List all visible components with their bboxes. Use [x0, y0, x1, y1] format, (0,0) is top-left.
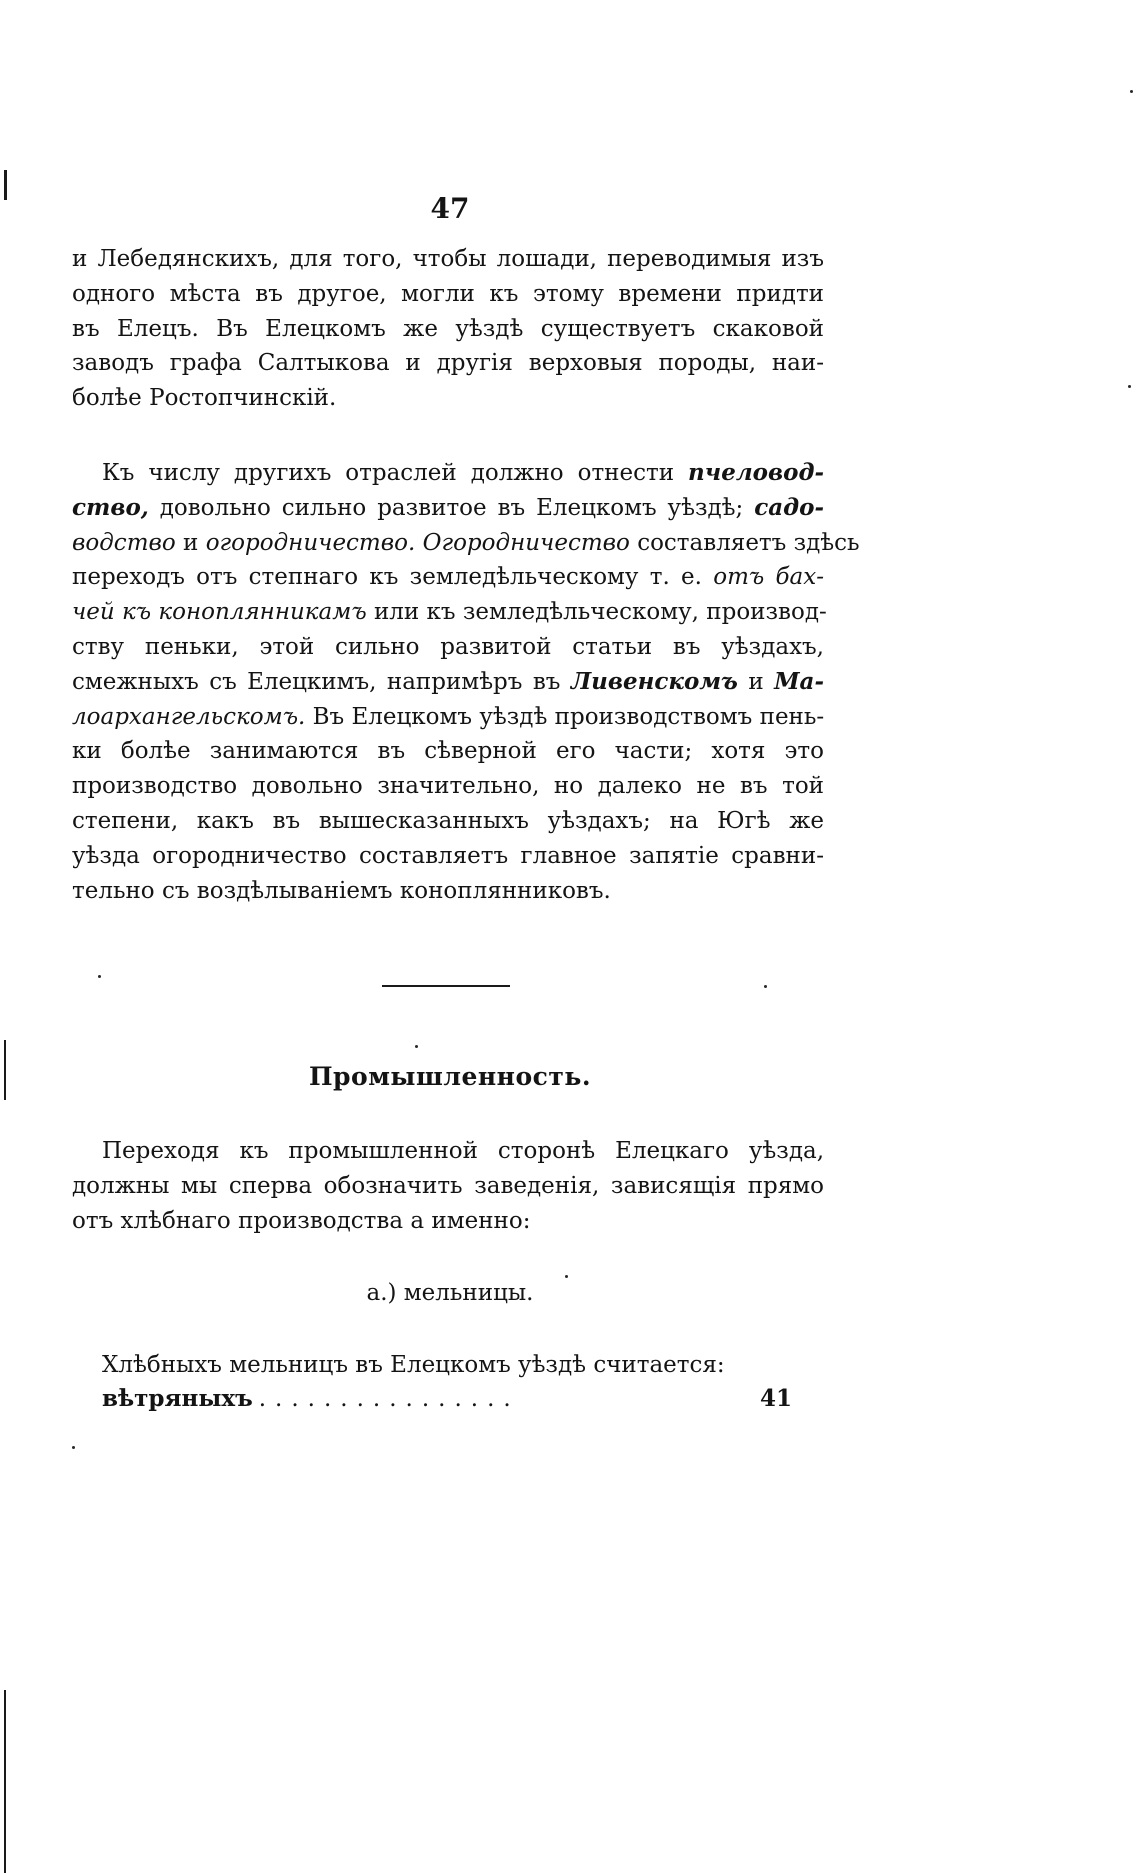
scan-speck — [72, 1446, 75, 1449]
text-run: переходъ отъ степнаго къ земледѣльческому т. е. — [72, 564, 714, 591]
italic-term: Ма- — [774, 667, 824, 695]
binding-edge-mark — [4, 170, 7, 200]
text-run: составляетъ здѣсь — [629, 529, 860, 556]
text-line — [72, 456, 824, 491]
scan-speck — [565, 1275, 568, 1278]
italic-term: пчеловод- — [688, 459, 824, 486]
italic-term: Ливенскомъ — [570, 667, 738, 695]
text-line: Переходя къ промышленной сторонѣ Елецкаго уѣзда, — [102, 1138, 824, 1164]
text-run: Въ Елецкомъ уѣздѣ производствомъ пень- — [305, 703, 825, 730]
page-number: 47 — [430, 192, 470, 225]
italic-term: водство — [72, 529, 176, 556]
paragraph-horses — [72, 242, 824, 416]
mill-count-value: 41 — [759, 1385, 792, 1412]
paragraph-other-branches — [72, 456, 860, 908]
text-line: заводъ графа Салтыкова и другія верховыя породы, наи- — [72, 350, 824, 377]
text-line — [72, 491, 824, 526]
text-line: ству пеньки, этой сильно развитой статьи въ уѣздахъ, — [72, 633, 824, 660]
text-line: тельно съ воздѣлываніемъ коноплянниковъ. — [72, 877, 611, 904]
scan-speck — [1130, 90, 1133, 93]
scan-speck — [1128, 385, 1131, 388]
text-line: уѣзда огородничество составляетъ главное запятіе сравни- — [72, 842, 824, 869]
italic-term: лоархангельскомъ. — [72, 703, 306, 730]
text-line — [72, 595, 827, 630]
section-divider — [382, 985, 510, 987]
text-line — [72, 665, 824, 700]
text-line — [72, 560, 824, 595]
scan-speck — [764, 985, 767, 988]
italic-term: чей къ коноплянникамъ — [72, 599, 367, 626]
paragraph-mills — [72, 1348, 762, 1383]
italic-term: огородничество. — [205, 529, 416, 556]
text-line — [72, 526, 860, 561]
mill-count-row — [102, 1382, 792, 1417]
text-line: ки болѣе занимаются въ сѣверной его части; хотя это — [72, 738, 824, 765]
italic-term: ство, — [72, 493, 149, 521]
italic-term: Огородничество — [422, 529, 630, 556]
text-run: или къ земледѣльческому, производ- — [366, 599, 827, 626]
text-run: смежныхъ съ Елецкимъ, напримѣръ въ — [72, 668, 571, 695]
mill-type-label: вѣтряныхъ — [102, 1385, 253, 1412]
text-line: должны мы сперва обозначить заведенія, зависящія прямо — [72, 1172, 824, 1199]
text-run: и — [737, 668, 775, 695]
text-line: въ Елецъ. Въ Елецкомъ же уѣздѣ существуетъ скаковой — [72, 315, 824, 342]
text-run: и — [175, 529, 206, 556]
text-line: степени, какъ въ вышесказанныхъ уѣздахъ; на Югѣ же — [72, 807, 824, 834]
text-line — [72, 700, 824, 735]
text-line: и Лебедянскихъ, для того, чтобы лошади, переводимыя изъ — [72, 246, 824, 272]
binding-edge-mark — [4, 1690, 6, 1873]
text-line: болѣе Ростопчинскій. — [72, 385, 337, 412]
text-run: довольно сильно развитое въ Елецкомъ уѣздѣ; — [148, 494, 755, 521]
scan-speck — [415, 1045, 418, 1048]
text-run: Къ числу другихъ отраслей должно отнести — [102, 460, 689, 486]
text-line: отъ хлѣбнаго производства а именно: — [72, 1207, 531, 1234]
italic-term: садо- — [754, 493, 824, 521]
text-run — [415, 530, 422, 556]
scan-speck — [98, 975, 101, 978]
text-line: производство довольно значительно, но далеко не въ той — [72, 773, 824, 800]
dot-leader: ................ — [258, 1386, 520, 1412]
text-line: Хлѣбныхъ мельницъ въ Елецкомъ уѣздѣ считается: — [102, 1352, 725, 1378]
italic-term: отъ бах- — [713, 564, 825, 591]
text-line: одного мѣста въ другое, могли къ этому времени придти — [72, 280, 824, 307]
subsection-heading: а.) мельницы. — [366, 1280, 534, 1306]
paragraph-industry-intro — [72, 1134, 824, 1238]
section-heading: Промышленность. — [308, 1062, 592, 1091]
